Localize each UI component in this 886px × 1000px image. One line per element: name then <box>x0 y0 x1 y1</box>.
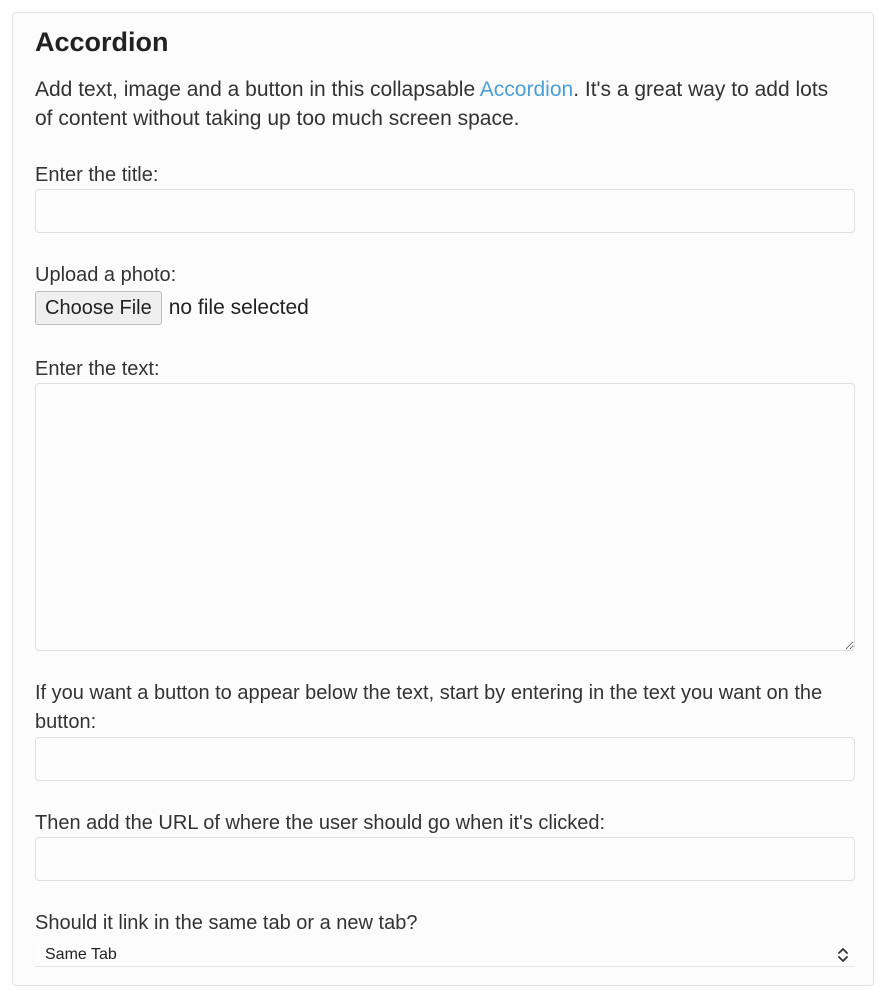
tab-select[interactable] <box>35 943 855 967</box>
text-textarea[interactable] <box>35 383 855 651</box>
url-input[interactable] <box>35 837 855 881</box>
accordion-form-panel <box>12 12 874 986</box>
text-label: Enter the text: <box>35 358 160 380</box>
button-text-input[interactable] <box>35 737 855 781</box>
accordion-link[interactable]: Accordion <box>479 78 574 101</box>
url-label: Then add the URL of where the user should go when it's clicked: <box>35 812 606 834</box>
button-text-label: If you want a button to appear below the text, start by entering in the text you want on the button: <box>35 682 823 733</box>
tab-label: Should it link in the same tab or a new tab? <box>35 912 418 934</box>
file-status: no file selected <box>168 296 309 319</box>
description-text-start: Add text, image and a button in this collapsable <box>35 78 480 101</box>
photo-label: Upload a photo: <box>35 264 177 286</box>
description <box>35 75 845 133</box>
up-down-chevron-icon <box>837 947 849 963</box>
file-upload <box>35 290 309 326</box>
description-text-end: . It's a great way to add lots of content without taking up too much screen space. <box>35 78 829 130</box>
title-input[interactable] <box>35 189 855 233</box>
tab-select-value: Same Tab <box>45 945 117 963</box>
title-label: Enter the title: <box>35 164 159 186</box>
page-title: Accordion <box>35 27 169 57</box>
choose-file-button[interactable]: Choose File <box>35 291 162 325</box>
